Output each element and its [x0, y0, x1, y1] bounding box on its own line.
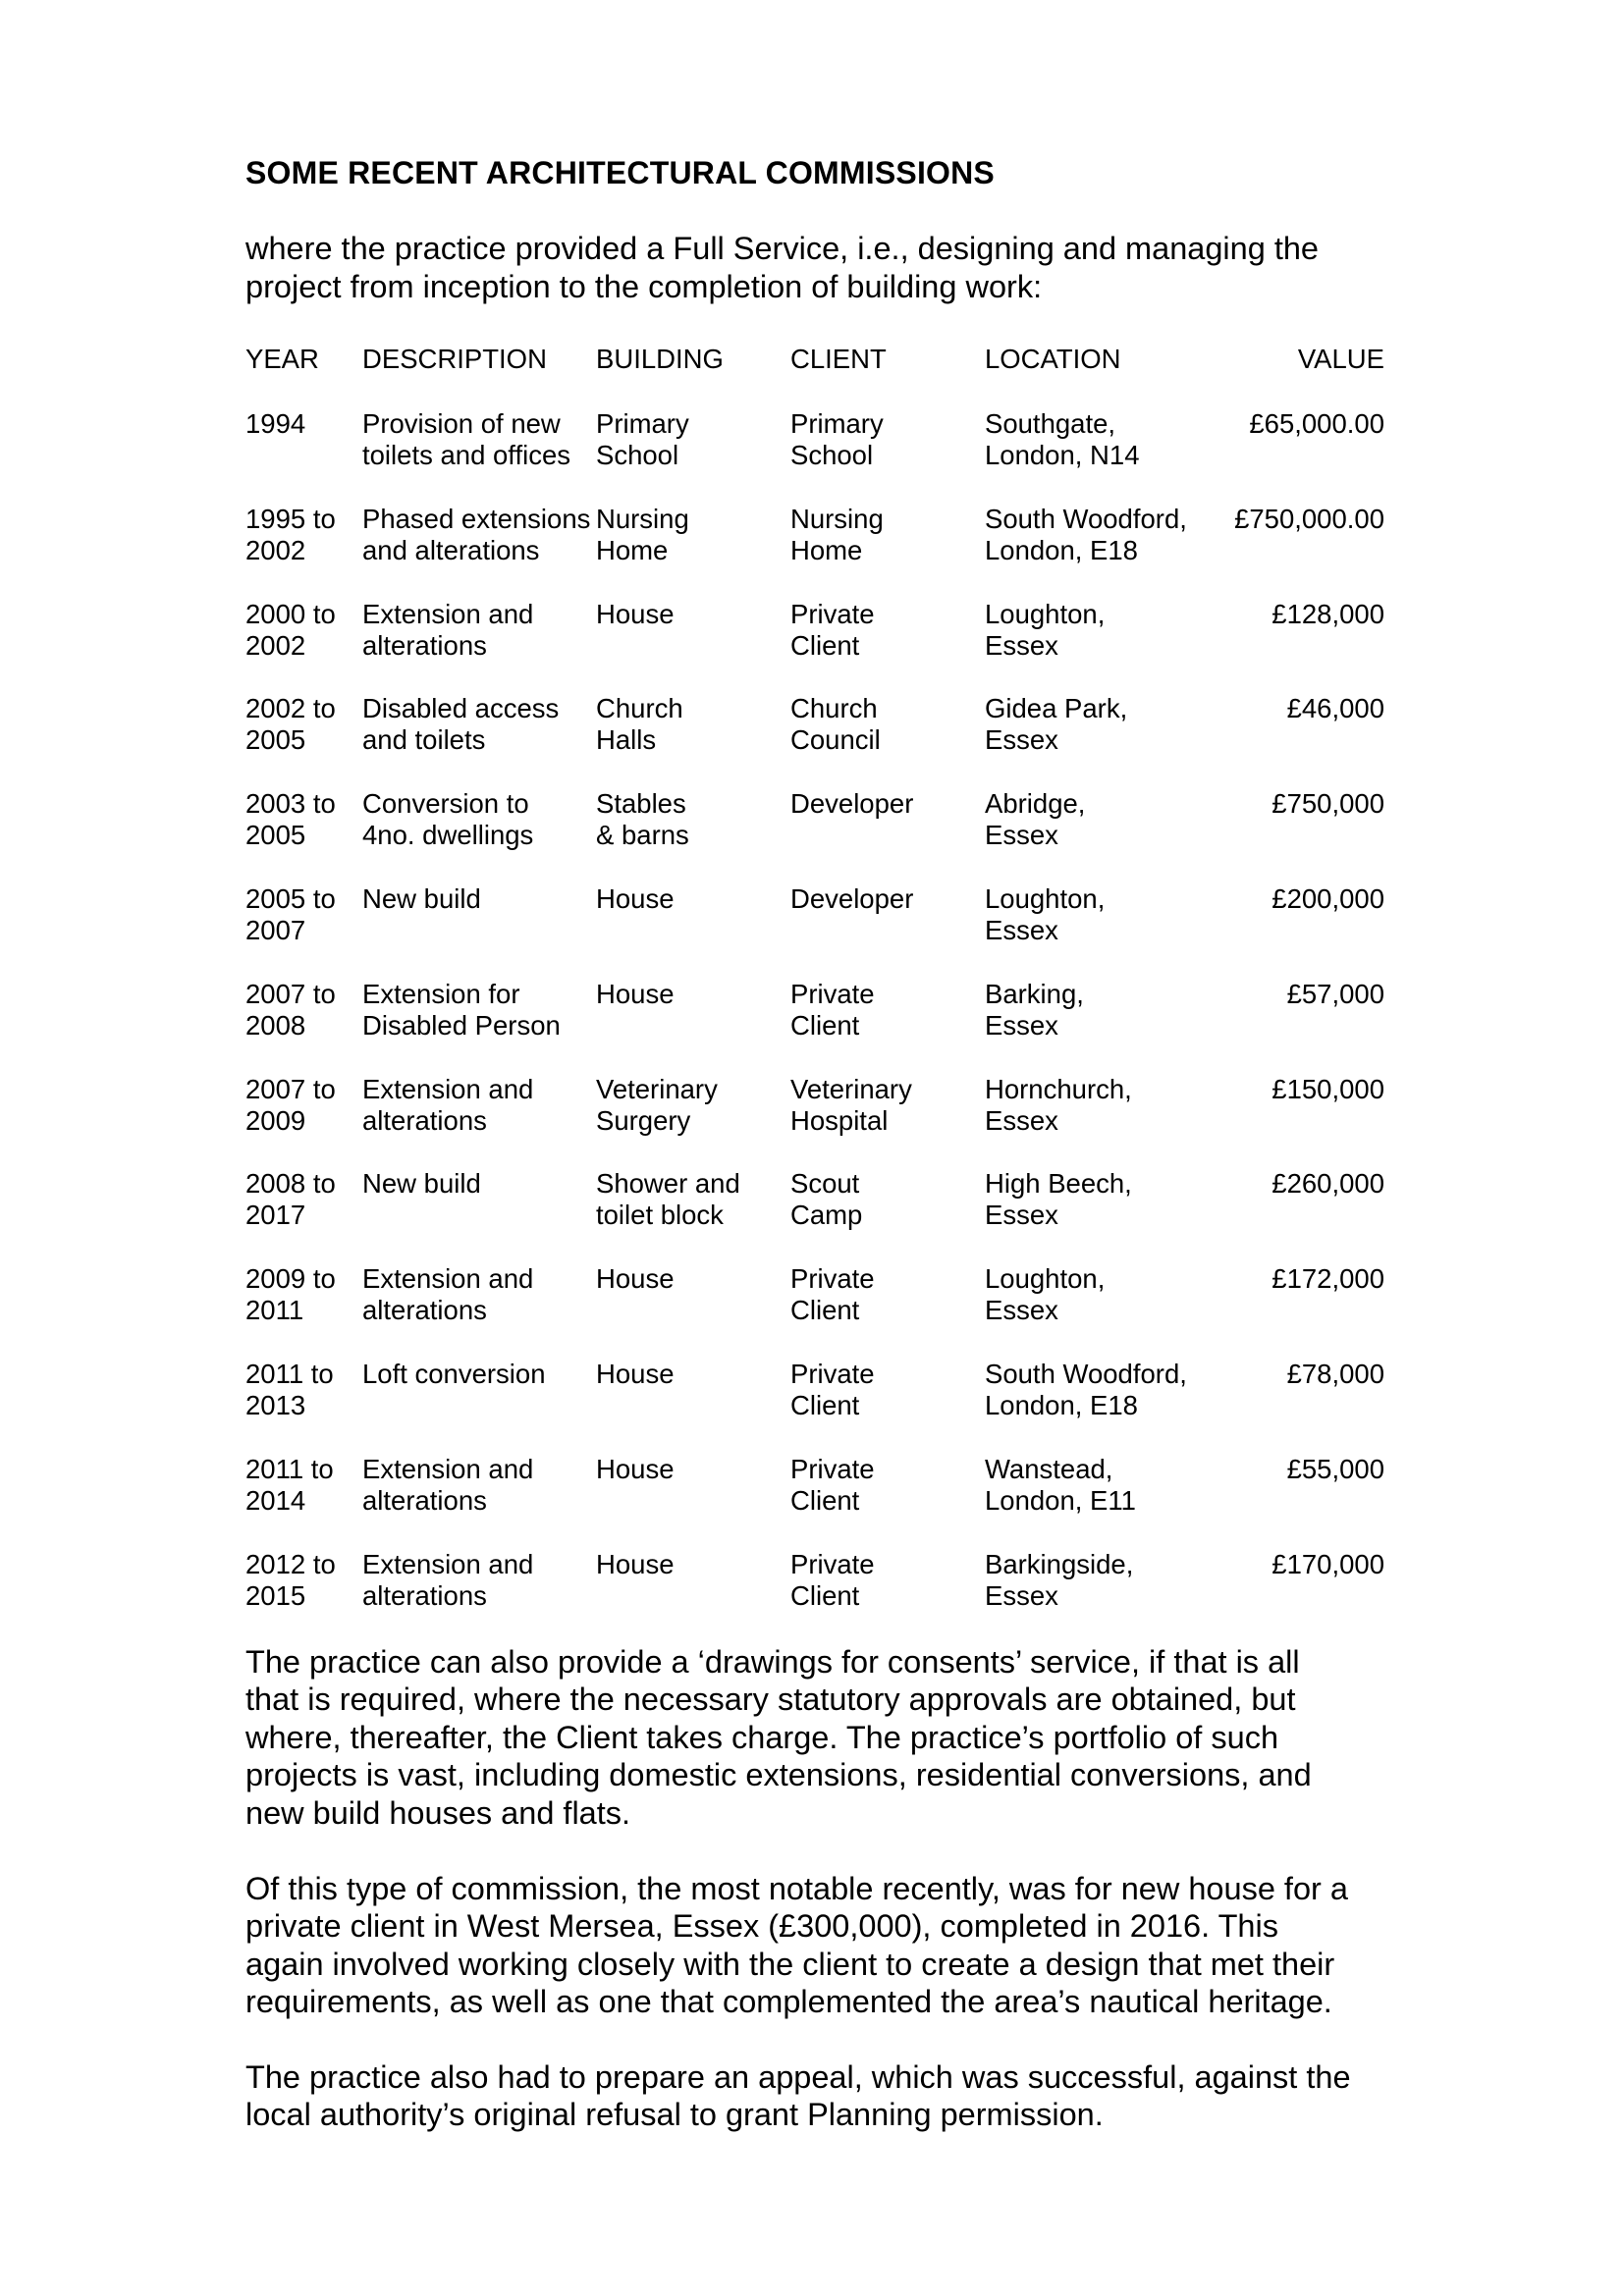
- value-cell: £65,000.00: [1249, 408, 1384, 439]
- table-row: [245, 1359, 1384, 1427]
- client-cell-line: Private: [790, 1263, 875, 1295]
- paragraph-line: requirements, as well as one that complemented the area’s nautical heritage.: [245, 1984, 1332, 2020]
- location-cell: [985, 599, 1105, 662]
- year-cell-line: 2002 to: [245, 693, 336, 724]
- description-cell: [362, 693, 559, 756]
- client-cell-line: Client: [790, 1295, 860, 1326]
- description-cell: [362, 788, 533, 851]
- description-cell-line: New build: [362, 1168, 481, 1200]
- building-cell-line: House: [596, 1359, 675, 1389]
- location-cell-line: Wanstead,: [985, 1453, 1113, 1484]
- location-cell-line: Southgate,: [985, 408, 1116, 439]
- location-cell-line: Loughton,: [985, 883, 1106, 914]
- year-cell-line: 2009 to: [245, 1263, 336, 1295]
- client-cell: [790, 504, 884, 566]
- location-cell-line: Essex: [985, 629, 1058, 661]
- year-cell-line: 2007 to: [245, 1073, 336, 1104]
- table-row: [245, 883, 1384, 952]
- header-year: YEAR: [245, 344, 319, 374]
- table-row: [245, 1454, 1384, 1522]
- year-cell-line: 2007 to: [245, 978, 336, 1009]
- location-cell: [985, 1263, 1105, 1326]
- building-cell: [596, 504, 689, 566]
- description-cell-line: and toilets: [362, 724, 486, 756]
- page-title: SOME RECENT ARCHITECTURAL COMMISSIONS: [245, 155, 995, 190]
- client-cell-line: Home: [790, 534, 863, 565]
- building-cell-line: Primary: [596, 408, 689, 439]
- table-row: [245, 1168, 1384, 1237]
- year-cell-line: 2000 to: [245, 598, 336, 629]
- year-cell-line: 2005 to: [245, 883, 336, 914]
- location-cell: [985, 1454, 1136, 1517]
- year-cell-line: 2002: [245, 629, 306, 661]
- year-cell: [245, 1454, 334, 1517]
- building-cell-line: Nursing: [596, 503, 689, 534]
- location-cell-line: South Woodford,: [985, 1359, 1187, 1389]
- client-cell: [790, 408, 884, 471]
- intro-line: where the practice provided a Full Service, i.e., designing and managing the: [245, 231, 1320, 266]
- header-building: BUILDING: [596, 344, 724, 374]
- paragraph-line: where, thereafter, the Client takes charge. The practice’s portfolio of such: [245, 1719, 1279, 1755]
- table-row: [245, 504, 1384, 572]
- description-cell-line: New build: [362, 883, 481, 914]
- description-cell: [362, 599, 533, 662]
- location-cell: [985, 788, 1085, 851]
- client-cell: [790, 788, 913, 820]
- paragraph-line: local authority’s original refusal to grant Planning permission.: [245, 2097, 1104, 2133]
- consents-service-paragraph: [245, 1643, 1404, 1832]
- client-cell-line: Camp: [790, 1200, 863, 1231]
- client-cell: [790, 693, 881, 756]
- location-cell-line: Essex: [985, 1295, 1058, 1326]
- appeal-paragraph: [245, 2058, 1404, 2134]
- table-row: [245, 788, 1384, 857]
- building-cell: [596, 693, 683, 756]
- client-cell: [790, 1359, 875, 1421]
- building-cell: [596, 1454, 675, 1485]
- year-cell-line: 2011 to: [245, 1359, 334, 1389]
- location-cell-line: London, E18: [985, 534, 1138, 565]
- client-cell: [790, 1549, 875, 1612]
- description-cell-line: Extension and: [362, 1263, 534, 1295]
- table-row: [245, 1549, 1384, 1618]
- header-value: VALUE: [1297, 344, 1384, 374]
- building-cell: [596, 788, 689, 851]
- value-cell: £170,000: [1271, 1548, 1384, 1579]
- table-header-row: [245, 344, 1384, 412]
- paragraph-line: that is required, where the necessary statutory approvals are obtained, but: [245, 1682, 1296, 1718]
- description-cell-line: and alterations: [362, 534, 540, 565]
- client-cell: [790, 979, 875, 1041]
- location-cell: [985, 693, 1127, 756]
- client-cell-line: Nursing: [790, 503, 884, 534]
- location-cell-line: Essex: [985, 1104, 1058, 1136]
- year-cell: [245, 788, 336, 851]
- building-cell: [596, 1168, 740, 1231]
- building-cell-line: House: [596, 978, 675, 1009]
- year-cell-line: 2011 to: [245, 1453, 334, 1484]
- location-cell-line: South Woodford,: [985, 503, 1187, 534]
- client-cell-line: Client: [790, 1579, 860, 1611]
- year-cell-line: 2003 to: [245, 788, 336, 820]
- value-cell: £750,000.00: [1234, 503, 1384, 534]
- client-cell-line: Veterinary: [790, 1073, 912, 1104]
- description-cell: [362, 883, 481, 915]
- description-cell: [362, 504, 590, 566]
- client-cell-line: Client: [790, 1484, 860, 1516]
- year-cell-line: 2008 to: [245, 1168, 336, 1200]
- paragraph-line: The practice can also provide a ‘drawings for consents’ service, if that is all: [245, 1644, 1300, 1680]
- description-cell-line: Disabled access: [362, 693, 560, 724]
- location-cell-line: Loughton,: [985, 1263, 1106, 1295]
- description-cell: [362, 1074, 533, 1137]
- description-cell-line: alterations: [362, 1295, 487, 1326]
- value-cell: £172,000: [1271, 1263, 1384, 1295]
- description-cell-line: Disabled Person: [362, 1009, 561, 1041]
- client-cell-line: Private: [790, 1453, 875, 1484]
- description-cell: [362, 1359, 546, 1390]
- client-cell-line: Scout: [790, 1168, 860, 1200]
- year-cell: [245, 979, 336, 1041]
- description-cell-line: 4no. dwellings: [362, 820, 534, 851]
- location-cell-line: Essex: [985, 1579, 1058, 1611]
- building-cell-line: & barns: [596, 820, 689, 851]
- building-cell: [596, 599, 675, 630]
- building-cell-line: Halls: [596, 724, 657, 756]
- building-cell-line: Surgery: [596, 1104, 691, 1136]
- value-cell: £57,000: [1286, 978, 1384, 1009]
- description-cell-line: Loft conversion: [362, 1359, 546, 1389]
- description-cell-line: Phased extensions: [362, 503, 591, 534]
- value-cell: £200,000: [1271, 883, 1384, 914]
- value-cell: £55,000: [1286, 1453, 1384, 1484]
- location-cell-line: Hornchurch,: [985, 1073, 1132, 1104]
- header-location: LOCATION: [985, 344, 1121, 374]
- description-cell-line: alterations: [362, 1104, 487, 1136]
- year-cell: [245, 599, 336, 662]
- location-cell: [985, 883, 1105, 946]
- location-cell-line: High Beech,: [985, 1168, 1132, 1200]
- location-cell: [985, 504, 1187, 566]
- year-cell: [245, 693, 336, 756]
- client-cell-line: Private: [790, 978, 875, 1009]
- description-cell: [362, 1263, 533, 1326]
- location-cell-line: Gidea Park,: [985, 693, 1128, 724]
- paragraph-line: new build houses and flats.: [245, 1794, 631, 1831]
- value-cell: £150,000: [1271, 1073, 1384, 1104]
- notable-commission-paragraph: [245, 1870, 1404, 2021]
- paragraph-line: Of this type of commission, the most notable recently, was for new house for a: [245, 1871, 1348, 1906]
- year-cell-line: 2014: [245, 1484, 306, 1516]
- client-cell-line: Council: [790, 724, 881, 756]
- building-cell-line: House: [596, 598, 675, 629]
- building-cell-line: Stables: [596, 788, 686, 820]
- description-cell-line: Extension and: [362, 1073, 534, 1104]
- building-cell-line: House: [596, 1548, 675, 1579]
- description-cell-line: Extension and: [362, 598, 534, 629]
- description-cell-line: alterations: [362, 1484, 487, 1516]
- client-cell: [790, 883, 913, 915]
- intro-paragraph: [245, 230, 1404, 306]
- year-cell: [245, 1549, 336, 1612]
- client-cell: [790, 1454, 875, 1517]
- location-cell-line: London, E18: [985, 1390, 1138, 1420]
- description-cell-line: Extension and: [362, 1453, 534, 1484]
- description-cell-line: alterations: [362, 1579, 487, 1611]
- header-client: CLIENT: [790, 344, 887, 374]
- year-cell: [245, 504, 336, 566]
- location-cell: [985, 1549, 1133, 1612]
- building-cell: [596, 979, 675, 1010]
- building-cell-line: House: [596, 883, 675, 914]
- location-cell: [985, 979, 1084, 1041]
- building-cell: [596, 883, 675, 915]
- client-cell-line: Developer: [790, 883, 914, 914]
- building-cell-line: School: [596, 440, 679, 470]
- client-cell: [790, 599, 875, 662]
- client-cell: [790, 1263, 875, 1326]
- client-cell-line: Private: [790, 1548, 875, 1579]
- client-cell: [790, 1074, 912, 1137]
- description-cell: [362, 408, 570, 471]
- building-cell: [596, 408, 689, 471]
- paragraph-line: again involved working closely with the client to create a design that met their: [245, 1946, 1335, 1982]
- location-cell-line: Essex: [985, 1200, 1058, 1231]
- year-cell-line: 2015: [245, 1579, 306, 1611]
- location-cell-line: Barkingside,: [985, 1548, 1134, 1579]
- location-cell-line: London, N14: [985, 440, 1140, 470]
- value-cell: £128,000: [1271, 598, 1384, 629]
- location-cell: [985, 1168, 1132, 1231]
- year-cell: [245, 1168, 336, 1231]
- location-cell-line: Barking,: [985, 978, 1084, 1009]
- year-cell-line: 2005: [245, 724, 306, 756]
- description-cell: [362, 1549, 533, 1612]
- paragraph-line: private client in West Mersea, Essex (£300,000), completed in 2016. This: [245, 1908, 1278, 1945]
- client-cell-line: Client: [790, 1390, 860, 1420]
- client-cell-line: Private: [790, 1359, 875, 1389]
- location-cell-line: Essex: [985, 724, 1058, 756]
- location-cell-line: Essex: [985, 820, 1058, 851]
- client-cell-line: Hospital: [790, 1104, 889, 1136]
- building-cell-line: House: [596, 1263, 675, 1295]
- building-cell-line: House: [596, 1453, 675, 1484]
- building-cell-line: Church: [596, 693, 683, 724]
- header-description: DESCRIPTION: [362, 344, 547, 374]
- value-cell: £750,000: [1271, 788, 1384, 820]
- description-cell: [362, 979, 561, 1041]
- description-cell-line: toilets and offices: [362, 440, 570, 470]
- building-cell: [596, 1359, 675, 1390]
- year-cell: [245, 1263, 336, 1326]
- year-cell: [245, 883, 336, 946]
- location-cell-line: London, E11: [985, 1484, 1136, 1516]
- building-cell-line: toilet block: [596, 1200, 724, 1231]
- description-cell: [362, 1454, 533, 1517]
- building-cell: [596, 1263, 675, 1295]
- paragraph-line: projects is vast, including domestic extensions, residential conversions, and: [245, 1757, 1312, 1793]
- value-cell: £46,000: [1286, 693, 1384, 724]
- table-row: [245, 599, 1384, 667]
- year-cell-line: 2009: [245, 1104, 306, 1136]
- table-row: [245, 1263, 1384, 1332]
- year-cell-line: 2012 to: [245, 1548, 336, 1579]
- building-cell-line: Veterinary: [596, 1073, 718, 1104]
- year-cell-line: 2002: [245, 534, 306, 565]
- year-cell: [245, 408, 305, 440]
- building-cell: [596, 1074, 718, 1137]
- year-cell-line: 2005: [245, 820, 306, 851]
- year-cell-line: 1994: [245, 408, 306, 439]
- year-cell-line: 2017: [245, 1200, 306, 1231]
- client-cell-line: Client: [790, 629, 860, 661]
- value-cell: £78,000: [1286, 1359, 1384, 1389]
- location-cell-line: Essex: [985, 915, 1058, 945]
- description-cell-line: Extension and: [362, 1548, 534, 1579]
- location-cell: [985, 408, 1140, 471]
- client-cell-line: School: [790, 440, 874, 470]
- year-cell: [245, 1359, 334, 1421]
- client-cell: [790, 1168, 862, 1231]
- year-cell-line: 2011: [245, 1295, 304, 1326]
- client-cell-line: Primary: [790, 408, 884, 439]
- building-cell-line: Shower and: [596, 1168, 740, 1200]
- description-cell-line: Provision of new: [362, 408, 561, 439]
- table-row: [245, 693, 1384, 762]
- location-cell-line: Essex: [985, 1009, 1058, 1041]
- location-cell-line: Loughton,: [985, 598, 1106, 629]
- description-cell-line: alterations: [362, 629, 487, 661]
- building-cell: [596, 1549, 675, 1580]
- value-cell: £260,000: [1271, 1168, 1384, 1200]
- year-cell-line: 2013: [245, 1390, 306, 1420]
- paragraph-line: The practice also had to prepare an appeal, which was successful, against the: [245, 2059, 1351, 2095]
- intro-line: project from inception to the completion of building work:: [245, 269, 1043, 304]
- building-cell-line: Home: [596, 534, 669, 565]
- year-cell-line: 1995 to: [245, 503, 336, 534]
- client-cell-line: Church: [790, 693, 878, 724]
- year-cell-line: 2008: [245, 1009, 306, 1041]
- client-cell-line: Private: [790, 598, 875, 629]
- year-cell-line: 2007: [245, 915, 306, 945]
- description-cell-line: Extension for: [362, 978, 520, 1009]
- location-cell: [985, 1074, 1132, 1137]
- location-cell: [985, 1359, 1187, 1421]
- description-cell: [362, 1168, 481, 1200]
- location-cell-line: Abridge,: [985, 788, 1086, 820]
- table-row: [245, 979, 1384, 1047]
- description-cell-line: Conversion to: [362, 788, 529, 820]
- year-cell: [245, 1074, 336, 1137]
- client-cell-line: Developer: [790, 788, 914, 820]
- table-row: [245, 408, 1384, 477]
- client-cell-line: Client: [790, 1009, 860, 1041]
- table-row: [245, 1074, 1384, 1143]
